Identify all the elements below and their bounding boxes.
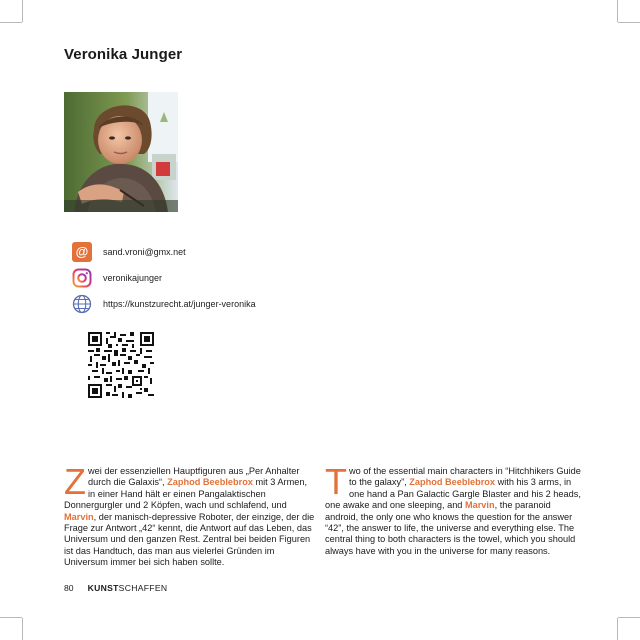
instagram-icon	[72, 268, 92, 288]
crop-mark	[22, 618, 23, 640]
highlight-zaphod: Zaphod Beeblebrox	[167, 477, 253, 488]
text-segment: , der manisch-depressive Roboter, der einzige, der die Frage zur Antwort „42“ kennt, die Antwort auf das Leben, das Universum und den ganzen Rest. Zentral bei beiden Figuren ist das Handtuch, das man aus vielerlei Gründen im Universum immer bei sich haben sollte.	[64, 511, 315, 568]
text-segment: , the paranoid android, the only one who knows the question for the answer “42”, the answer to life, the universe and everything else. The central thing to both characters is the towel, which you should always have with you in the universe for many reasons.	[325, 500, 576, 556]
description-german	[64, 461, 316, 569]
artist-name: Veronika Junger	[64, 46, 183, 63]
portrait-photo	[64, 92, 178, 212]
instagram-handle[interactable]: veronikajunger	[103, 273, 163, 283]
page-number: 80	[64, 583, 74, 593]
crop-mark	[618, 22, 640, 23]
page-footer	[64, 583, 167, 593]
text-segment: wei der essenziellen Hauptfiguren aus „Per Anhalter durch die Galaxis“,	[88, 466, 300, 488]
description-english	[325, 461, 581, 557]
text-segment: with his 3 arms, in one hand a Pan Galactic Gargle Blaster and his 2 heads, one awake and one sleeping, and	[325, 477, 581, 511]
globe-icon	[72, 294, 92, 314]
crop-mark	[617, 0, 618, 22]
at-icon: @	[72, 242, 92, 262]
drop-cap: T	[325, 461, 347, 502]
crop-mark	[618, 617, 640, 618]
email-text[interactable]: sand.vroni@gmx.net	[103, 247, 186, 257]
text-segment: wo of the essential main characters in “Hitchhikers Guide to the galaxy”,	[349, 466, 581, 488]
highlight-marvin: Marvin	[64, 511, 94, 522]
crop-mark	[0, 617, 22, 618]
contact-instagram[interactable]	[72, 268, 162, 288]
highlight-zaphod: Zaphod Beeblebrox	[409, 477, 496, 488]
text-segment: mit 3 Armen, in einer Hand hält er einen Pangalaktischen Donnergurgler und 2 Köpfen, wach und schlafend, und	[64, 477, 308, 511]
drop-cap: Z	[64, 461, 86, 502]
highlight-marvin: Marvin	[464, 500, 495, 511]
qr-code[interactable]	[88, 332, 154, 398]
contact-website[interactable]	[72, 294, 256, 314]
contact-email[interactable]	[72, 242, 186, 262]
crop-mark	[617, 618, 618, 640]
crop-mark	[22, 0, 23, 22]
brand-rest: SCHAFFEN	[118, 583, 168, 593]
website-url[interactable]: https://kunstzurecht.at/junger-veronika	[103, 299, 256, 309]
crop-mark	[0, 22, 22, 23]
brand-bold: KUNST	[87, 583, 119, 593]
